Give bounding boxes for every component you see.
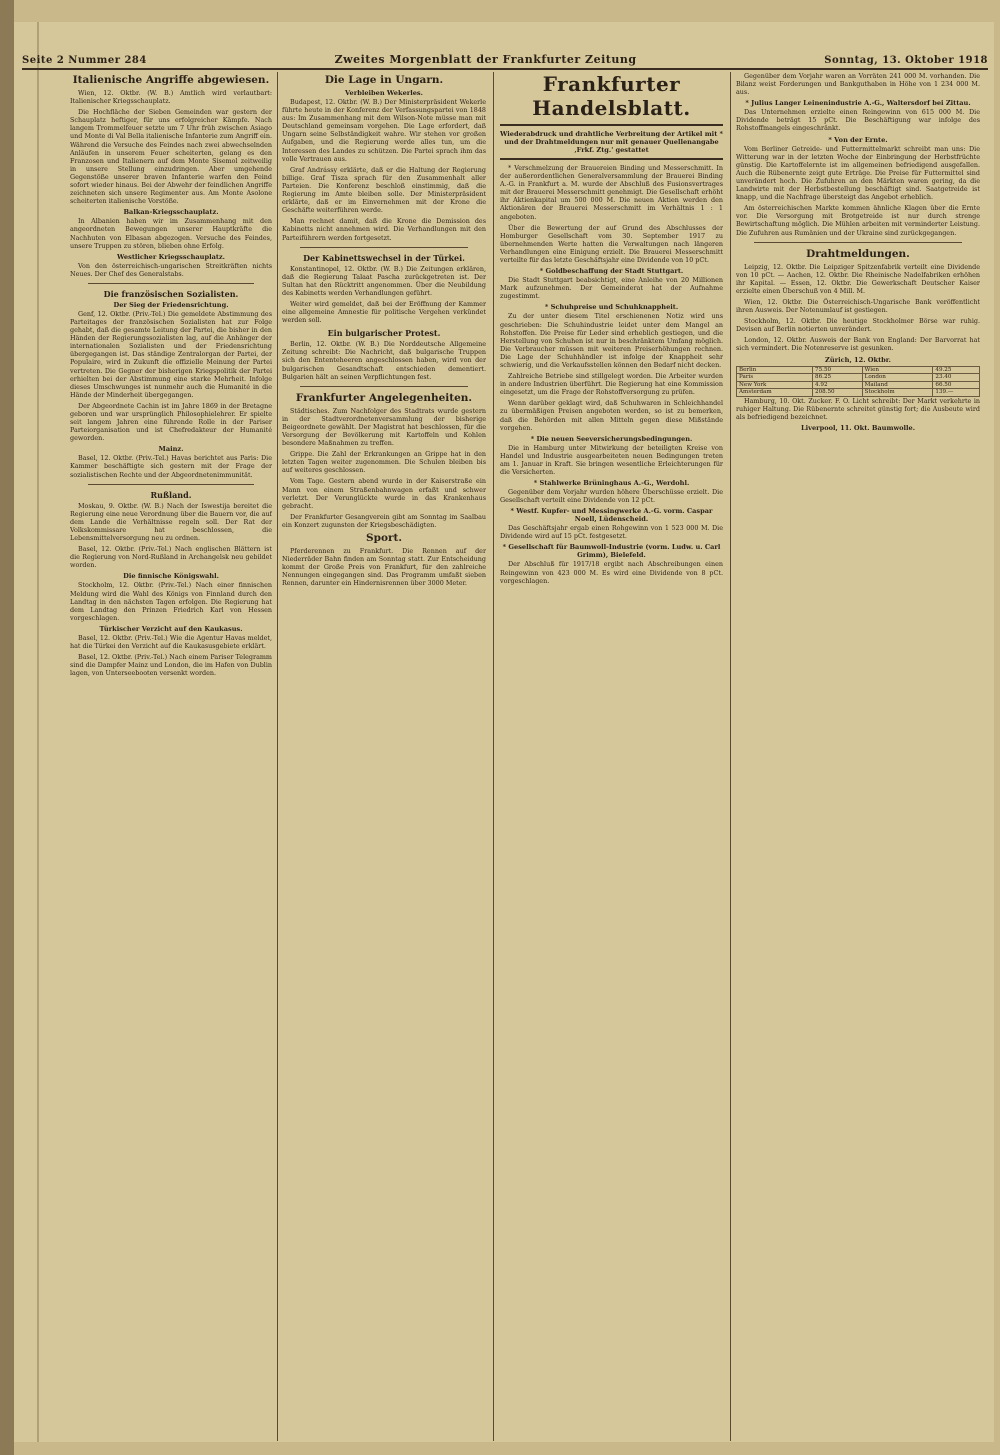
paragraph: Vom Berliner Getreide- und Futtermittelmarkt schreibt man uns: Die Witterung war in der letzten Woche der Einbringung der Herbstfrüchte günstig. Die Kartoffelernte ist im allgemeinen befriedigend ausgefallen. Auch die Rübenernte zeigt gute Erträge. Die Preise für Futtermittel sind unverändert hoch. Die Zufuhren an den Märkten waren gering, da die Landwirte mit der Herbstbestellung beschäftigt sind. Saatgetreide ist knapp, und die Nachfrage übersteigt das Angebot erheblich. — [736, 144, 980, 202]
paragraph: Moskau, 9. Oktbr. (W. B.) Nach der Iswestija bereitet die Regierung eine neue Verordnung über die Bauern vor, die auf dem Lande die Verhältnisse regeln soll. Der Rat der Volkskommissare hat beschlossen, die Lebensmittelversorgung neu zu ordnen. — [70, 501, 272, 543]
paragraph: Die Hochfläche der Sieben Gemeinden war gestern der Schauplatz heftiger, für uns erfolgreicher Kämpfe. Nach langem Trommelfeuer setzte um 7 Uhr früh zwischen Asiago und Monte di Val Bella italienische Infanterie zum Angriff ein. Während die Versuche des Feindes nach zwei abwechselnden Anläufen in unserem Feuer scheiterten, gelang es den Franzosen und Italienern auf dem Monte Sisemol zeitweilig in unsere Stellung einzudringen. Aber umgehende Gegenstöße unserer braven Infanterie warfen den Feind sofort wieder hinaus. Bei der Abwehr der feindlichen Angriffe zeichneten sich unsere Regimenter aus. Am Monte Asolone scheiterten italienische Vorstöße. — [70, 108, 272, 206]
page-fold-shadow — [37, 22, 39, 1442]
table-cell: 66.50 — [933, 381, 980, 389]
subheading: Verbleiben Wekerles. — [345, 89, 423, 97]
paragraph: Die in Hamburg unter Mitwirkung der beteiligten Kreise von Handel und Industrie ausgearbeiteten neuen Bedingungen treten am 1. Januar in Kraft. Sie bringen wesentliche Erleichterungen für die Versicherten. — [500, 443, 723, 476]
paragraph: Am österreichischen Markte kommen ähnliche Klagen über die Ernte vor. Die Versorgung mit Brotgetreide ist nur durch strenge Bewirtschaftung möglich. Die Mühlen arbeiten mit verminderter Leistung. Die Zufuhren aus Rumänien und der Ukraine sind zurückgegangen. — [736, 204, 980, 237]
header-date: Sonntag, 13. Oktober 1918 — [824, 55, 988, 66]
separator — [500, 124, 723, 126]
table-cell: Mailand — [862, 381, 933, 389]
column-4 — [736, 72, 980, 1441]
paragraph: Gegenüber dem Vorjahr wurden höhere Überschüsse erzielt. Die Gesellschaft verteilt eine Dividende von 12 pCt. — [500, 488, 723, 505]
paragraph: Der Frankfurter Gesangverein gibt am Sonntag im Saalbau ein Konzert zugunsten der Kriegsbeschädigten. — [282, 512, 486, 529]
headline: Drahtmeldungen. — [806, 247, 910, 260]
table-title: Zürich, 12. Oktbr. — [825, 355, 891, 364]
section-subtitle: Wiederabdruck und drahtliche Verbreitung der Artikel mit * und der Drahtmeldungen nur mit genauer Quellenangabe ‚Frkf. Ztg.' gestattet — [500, 130, 723, 154]
paragraph: Berlin, 12. Oktbr. (W. B.) Die Norddeutsche Allgemeine Zeitung schreibt: Die Nachricht, daß bulgarische Truppen sich den Ententeheeren angeschlossen haben, wird von der bulgarischen Gesandtschaft entschieden dementiert. Bulgarien hält an seinen Verpflichtungen fest. — [282, 340, 486, 381]
subheading: * Schuhpreise und Schuhknappheit. — [544, 303, 679, 312]
paragraph: Stockholm, 12. Oktbr. (Priv.-Tel.) Nach einer finnischen Meldung wird die Wahl des Königs von Finnland durch den Landtag in den nächsten Tagen erfolgen. Die Regierung hat dem Landtag den Prinzen Friedrich Karl von Hessen vorgeschlagen. — [70, 581, 272, 622]
paragraph: Basel, 12. Oktbr. (Priv.-Tel.) Nach englischen Blättern ist die Regierung von Nord-Rußland in Archangelsk neu gebildet worden. — [70, 545, 272, 570]
paragraph: Basel, 12. Oktbr. (Priv.-Tel.) Wie die Agentur Havas meldet, hat die Türkei den Verzicht auf die Kaukasusgebiete erklärt. — [70, 633, 272, 650]
table-row — [737, 389, 980, 397]
paragraph: Man rechnet damit, daß die Krone die Demission des Kabinetts nicht annehmen wird. Die Verhandlungen mit den Parteiführern werden fortgesetzt. — [282, 217, 486, 242]
paragraph: Zu der unter diesem Titel erschienenen Notiz wird uns geschrieben: Die Schuhindustrie leidet unter dem Mangel an Rohstoffen. Die Preise für Leder sind erheblich gestiegen, und die Herstellung von Schuhen ist nur in beschränktem Umfang möglich. Die Verbraucher müssen mit weiteren Preiserhöhungen rechnen. Die Lage der Schuhhändler ist infolge der Knappheit sehr schwierig, und die Verkaufsstellen können den Bedarf nicht decken. — [500, 312, 723, 369]
separator — [500, 158, 723, 160]
paragraph: Vom Tage. Gestern abend wurde in der Kaiserstraße ein Mann von einem Straßenbahnwagen erfaßt und schwer verletzt. Der Verunglückte wurde in das Krankenhaus gebracht. — [282, 477, 486, 510]
headline: Rußland. — [150, 489, 192, 500]
paragraph: Konstantinopel, 12. Oktbr. (W. B.) Die Zeitungen erklären, daß die Regierung Talaat Pascha zurückgetreten ist. Der Sultan hat den Rücktritt angenommen. Über die Neubildung des Kabinetts werden Verhandlungen geführt. — [282, 264, 486, 297]
paragraph: Wien, 12. Oktbr. Die Österreichisch-Ungarische Bank veröffentlicht ihren Ausweis. Der Notenumlauf ist gestiegen. — [736, 297, 980, 315]
table-cell: Amsterdam — [737, 389, 813, 397]
subheading: * Die neuen Seeversicherungsbedingungen. — [530, 434, 693, 443]
separator — [88, 484, 254, 485]
table-cell: Wien — [862, 366, 933, 374]
table-cell: 139.— — [933, 389, 980, 397]
table-cell: London — [862, 374, 933, 382]
headline: Frankfurter Angelegenheiten. — [295, 391, 473, 404]
paragraph: Der Abgeordnete Cachin ist im Jahre 1869 in der Bretagne geboren und war ursprünglich Philosophielehrer. Er spielte seit langem Jahren eine führende Rolle in der Pariser Parteiorganisation und ist Chefredakteur der Humanité geworden. — [70, 401, 272, 443]
separator — [88, 283, 254, 284]
subheading: * Von der Ernte. — [828, 135, 888, 144]
paragraph: Über die Bewertung der auf Grund des Abschlusses der Homburger Gesellschaft vom 30. September 1917 zu übernehmenden Werte hatten die Verwaltungen nach längeren Verhandlungen eine Einigung erzielt. Die Brauerei Messerschmitt verteilte für das letzte Geschäftsjahr eine Dividende von 10 pCt. — [500, 223, 723, 265]
paragraph: Leipzig, 12. Oktbr. Die Leipziger Spitzenfabrik verteilt eine Dividende von 10 pCt. — Aachen, 12. Oktbr. Die Rheinische Nadelfabriken erhöhen ihr Kapital. — Essen, 12. Oktbr. Die Gewerkschaft Deutscher Kaiser erzielte einen Überschuß von 4 Mill. M. — [736, 262, 980, 295]
paragraph: Der Abschluß für 1917/18 ergibt nach Abschreibungen einen Reingewinn von 423 000 M. Es wird eine Dividende von 8 pCt. vorgeschlagen. — [500, 560, 723, 585]
separator — [754, 242, 962, 243]
paragraph: Budapest, 12. Oktbr. (W. B.) Der Ministerpräsident Wekerle führte heute in der Konferenz der Verfassungspartei von 1848 aus: Im Zusammenhang mit dem Wilson-Note müsse man mit Deutschland gemeinsam vorgehen. Die Lage erfordert, daß Ungarn seine Selbständigkeit wahre. Wir stehen vor großen Aufgaben, und die Regierung werde alles tun, um die Interessen des Landes zu schützen. Die Partei sprach ihm das volle Vertrauen aus. — [282, 98, 486, 163]
table-row — [737, 381, 980, 389]
column-2 — [282, 72, 486, 1441]
paragraph: Zahlreiche Betriebe sind stillgelegt worden. Die Arbeiter wurden in andere Industrien überführt. Die Regierung hat eine Kommission eingesetzt, um die Frage der Rohstoffversorgung zu prüfen. — [500, 372, 723, 397]
paragraph: Hamburg, 10. Okt. Zucker. F. O. Licht schreibt: Der Markt verkehrte in ruhiger Haltung. Die Rübenernte schreitet günstig fort; die Ausbeute wird als befriedigend bezeichnet. — [736, 396, 980, 422]
subheading: * Westf. Kupfer- und Messingwerke A.-G. vorm. Caspar Noell, Lüdenscheid. — [510, 507, 713, 524]
column-1 — [70, 72, 272, 1441]
subheading: Liverpool, 11. Okt. Baumwolle. — [800, 424, 916, 433]
page-header — [22, 30, 988, 70]
paragraph: In Albanien haben wir im Zusammenhang mit den angeordneten Bewegungen unserer Hauptkräfte die Nachhuten von Elbasan abgezogen. Versuche des Feindes, unsere Truppen zu stören, blieben ohne Erfolg. — [70, 217, 272, 250]
subheading: Türkischer Verzicht auf den Kaukasus. — [99, 624, 243, 633]
table-row — [737, 374, 980, 382]
table-cell: 4.92 — [813, 381, 863, 389]
paragraph: Das Unternehmen erzielte einen Reingewinn von 615 000 M. Die Dividende beträgt 15 pCt. Die Beschäftigung war infolge des Rohstoffmangels eingeschränkt. — [736, 108, 980, 133]
subheading: * Stahlwerke Brüninghaus A.-G., Werdohl. — [533, 479, 690, 488]
separator — [300, 247, 468, 248]
separator — [300, 386, 468, 387]
header-masthead: Zweites Morgenblatt der Frankfurter Zeitung — [334, 53, 637, 66]
table-cell: 86.25 — [813, 374, 863, 382]
subheading: * Goldbeschaffung der Stadt Stuttgart. — [539, 267, 684, 276]
table-row — [737, 366, 980, 374]
table-cell: 208.50 — [813, 389, 863, 397]
table-cell: Berlin — [737, 366, 813, 374]
headline: Italienische Angriffe abgewiesen. — [72, 74, 270, 86]
exchange-rate-table — [736, 366, 980, 397]
paragraph: Stockholm, 12. Oktbr. Die heutige Stockholmer Börse war ruhig. Devisen auf Berlin notierten unverändert. — [736, 317, 980, 334]
paragraph: Wenn darüber geklagt wird, daß Schuhwaren in Schleichhandel zu übermäßigen Preisen angeboten werden, so ist zu bemerken, daß die Behörden mit allen Mitteln gegen diese Mißstände vorgehen. — [500, 399, 723, 432]
paragraph: Genf, 12. Oktbr. (Priv.-Tel.) Die gemeldete Abstimmung des Parteitages der französischen Sozialisten hat zur Folge gehabt, daß die gesamte Leitung der Partei, die bisher in den Händen der Regierungssozialisten lag, auf die Anhänger der internationalen Sozialisten und der Friedensrichtung übergegangen ist. Das ständige Zentralorgan der Partei, der Populaire, wird in Zukunft die offizielle Meinung der Partei vertreten. Die Gegner der bisherigen Kriegspolitik der Partei erhielten bei der Abstimmung eine starke Mehrheit. Infolge dieses Umschwunges ist nunmehr auch die Humanité in die Hände der Minderheit übergegangen. — [70, 309, 272, 399]
paragraph: Pferderennen zu Frankfurt. Die Rennen auf der Niederräder Bahn finden am Sonntag statt. Zur Entscheidung kommt der Große Preis von Frankfurt, für den zahlreiche Nennungen eingegangen sind. Das Programm umfaßt sieben Rennen, darunter ein Hindernisrennen über 3000 Meter. — [282, 547, 486, 588]
table-cell: 49.25 — [933, 366, 980, 374]
paragraph: Von den österreichisch-ungarischen Streitkräften nichts Neues. Der Chef des Generalstabs. — [70, 261, 272, 278]
book-binding — [0, 0, 14, 1455]
paragraph: Die Stadt Stuttgart beabsichtigt, eine Anleihe von 20 Millionen Mark aufzunehmen. Der Gemeinderat hat der Aufnahme zugestimmt. — [500, 276, 723, 301]
table-cell: New York — [737, 381, 813, 389]
column-rule — [730, 72, 731, 1441]
paragraph: * Verschmelzung der Brauereien Binding und Messerschmitt. In der außerordentlichen Generalversammlung der Brauerei Binding A.-G. in Frankfurt a. M. wurde der Abschluß des Fusionsvertrages mit der Brauerei Messerschmitt genehmigt. Die Gesellschaft erhöht ihr Aktienkapital um 500 000 M. Die neuen Aktien werden den Aktionären der Brauerei Messerschmitt im Verhältnis 1 : 1 angeboten. — [500, 164, 723, 221]
headline: Die Lage in Ungarn. — [324, 74, 444, 86]
paragraph: Basel, 12. Oktbr. (Priv.-Tel.) Havas berichtet aus Paris: Die Kammer beschäftigte sich gestern mit der Frage der sozialistischen Rechte und der Abgeordnetenimmunität. — [70, 454, 272, 479]
subheading: Balkan-Kriegsschauplatz. — [123, 208, 219, 217]
subheading: Die finnische Königswahl. — [123, 572, 219, 581]
subheading: Der Sieg der Friedensrichtung. — [113, 300, 229, 309]
headline: Sport. — [366, 532, 402, 545]
subheading: * Gesellschaft für Baumwoll-Industrie (vorm. Ludw. u. Carl Grimm), Bielefeld. — [502, 543, 721, 560]
table-cell: Paris — [737, 374, 813, 382]
paragraph: Weiter wird gemeldet, daß bei der Eröffnung der Kammer eine allgemeine Amnestie für politische Vergehen verkündet werden soll. — [282, 299, 486, 325]
paragraph: Gegenüber dem Vorjahr waren an Vorräten 241 000 M. vorhanden. Die Bilanz weist Forderungen und Bankguthaben in Höhe von 1 234 000 M. aus. — [736, 72, 980, 97]
paragraph: Graf Andrássy erklärte, daß er die Haltung der Regierung billige. Graf Tisza sprach für den Zusammenhalt aller Parteien. Die Konferenz beschloß einstimmig, daß die Regierung im Amte bleiben solle. Der Ministerpräsident erklärte, daß er im Einvernehmen mit der Krone die Geschäfte weiterführen werde. — [282, 165, 486, 215]
table-cell: Stockholm — [862, 389, 933, 397]
subheading: Mainz. — [158, 445, 184, 454]
paragraph: Grippe. Die Zahl der Erkrankungen an Grippe hat in den letzten Tagen weiter zugenommen. Die Schulen bleiben bis auf weiteres geschlossen. — [282, 450, 486, 475]
column-rule — [277, 72, 278, 1441]
paragraph: Städtisches. Zum Nachfolger des Stadtrats wurde gestern in der Stadtverordnetenversammlung der bisherige Beigeordnete gewählt. Der Magistrat hat beschlossen, für die Versorgung der Bevölkerung mit Kartoffeln und Kohlen besondere Maßnahmen zu treffen. — [282, 406, 486, 448]
table-cell: 23.40 — [933, 374, 980, 382]
subheading: * Julius Langer Leinenindustrie A.-G., Waltersdorf bei Zittau. — [745, 99, 971, 108]
paragraph: Das Geschäftsjahr ergab einen Rohgewinn von 1 523 000 M. Die Dividende wird auf 15 pCt. festgesetzt. — [500, 524, 723, 541]
column-3 — [500, 72, 723, 1441]
paragraph: Wien, 12. Oktbr. (W. B.) Amtlich wird verlautbart: Italienischer Kriegsschauplatz. — [70, 89, 272, 106]
subheading: Westlicher Kriegsschauplatz. — [117, 252, 225, 261]
paragraph: London, 12. Oktbr. Ausweis der Bank von England: Der Barvorrat hat sich vermindert. Die Notenreserve ist gesunken. — [736, 336, 980, 353]
column-rule — [493, 72, 494, 1441]
paragraph: Basel, 12. Oktbr. (Priv.-Tel.) Nach einem Pariser Telegramm sind die Dampfer Mainz und London, die im Hafen von Dublin lagen, von Unterseebooten versenkt worden. — [70, 653, 272, 678]
table-cell: 75.50 — [813, 366, 863, 374]
headline: Ein bulgarischer Protest. — [327, 328, 441, 339]
section-title: Frankfurter Handelsblatt. — [532, 72, 691, 120]
headline: Der Kabinettswechsel in der Türkei. — [303, 252, 465, 263]
header-page-number: Seite 2 Nummer 284 — [22, 55, 147, 66]
headline: Die französischen Sozialisten. — [103, 288, 239, 299]
